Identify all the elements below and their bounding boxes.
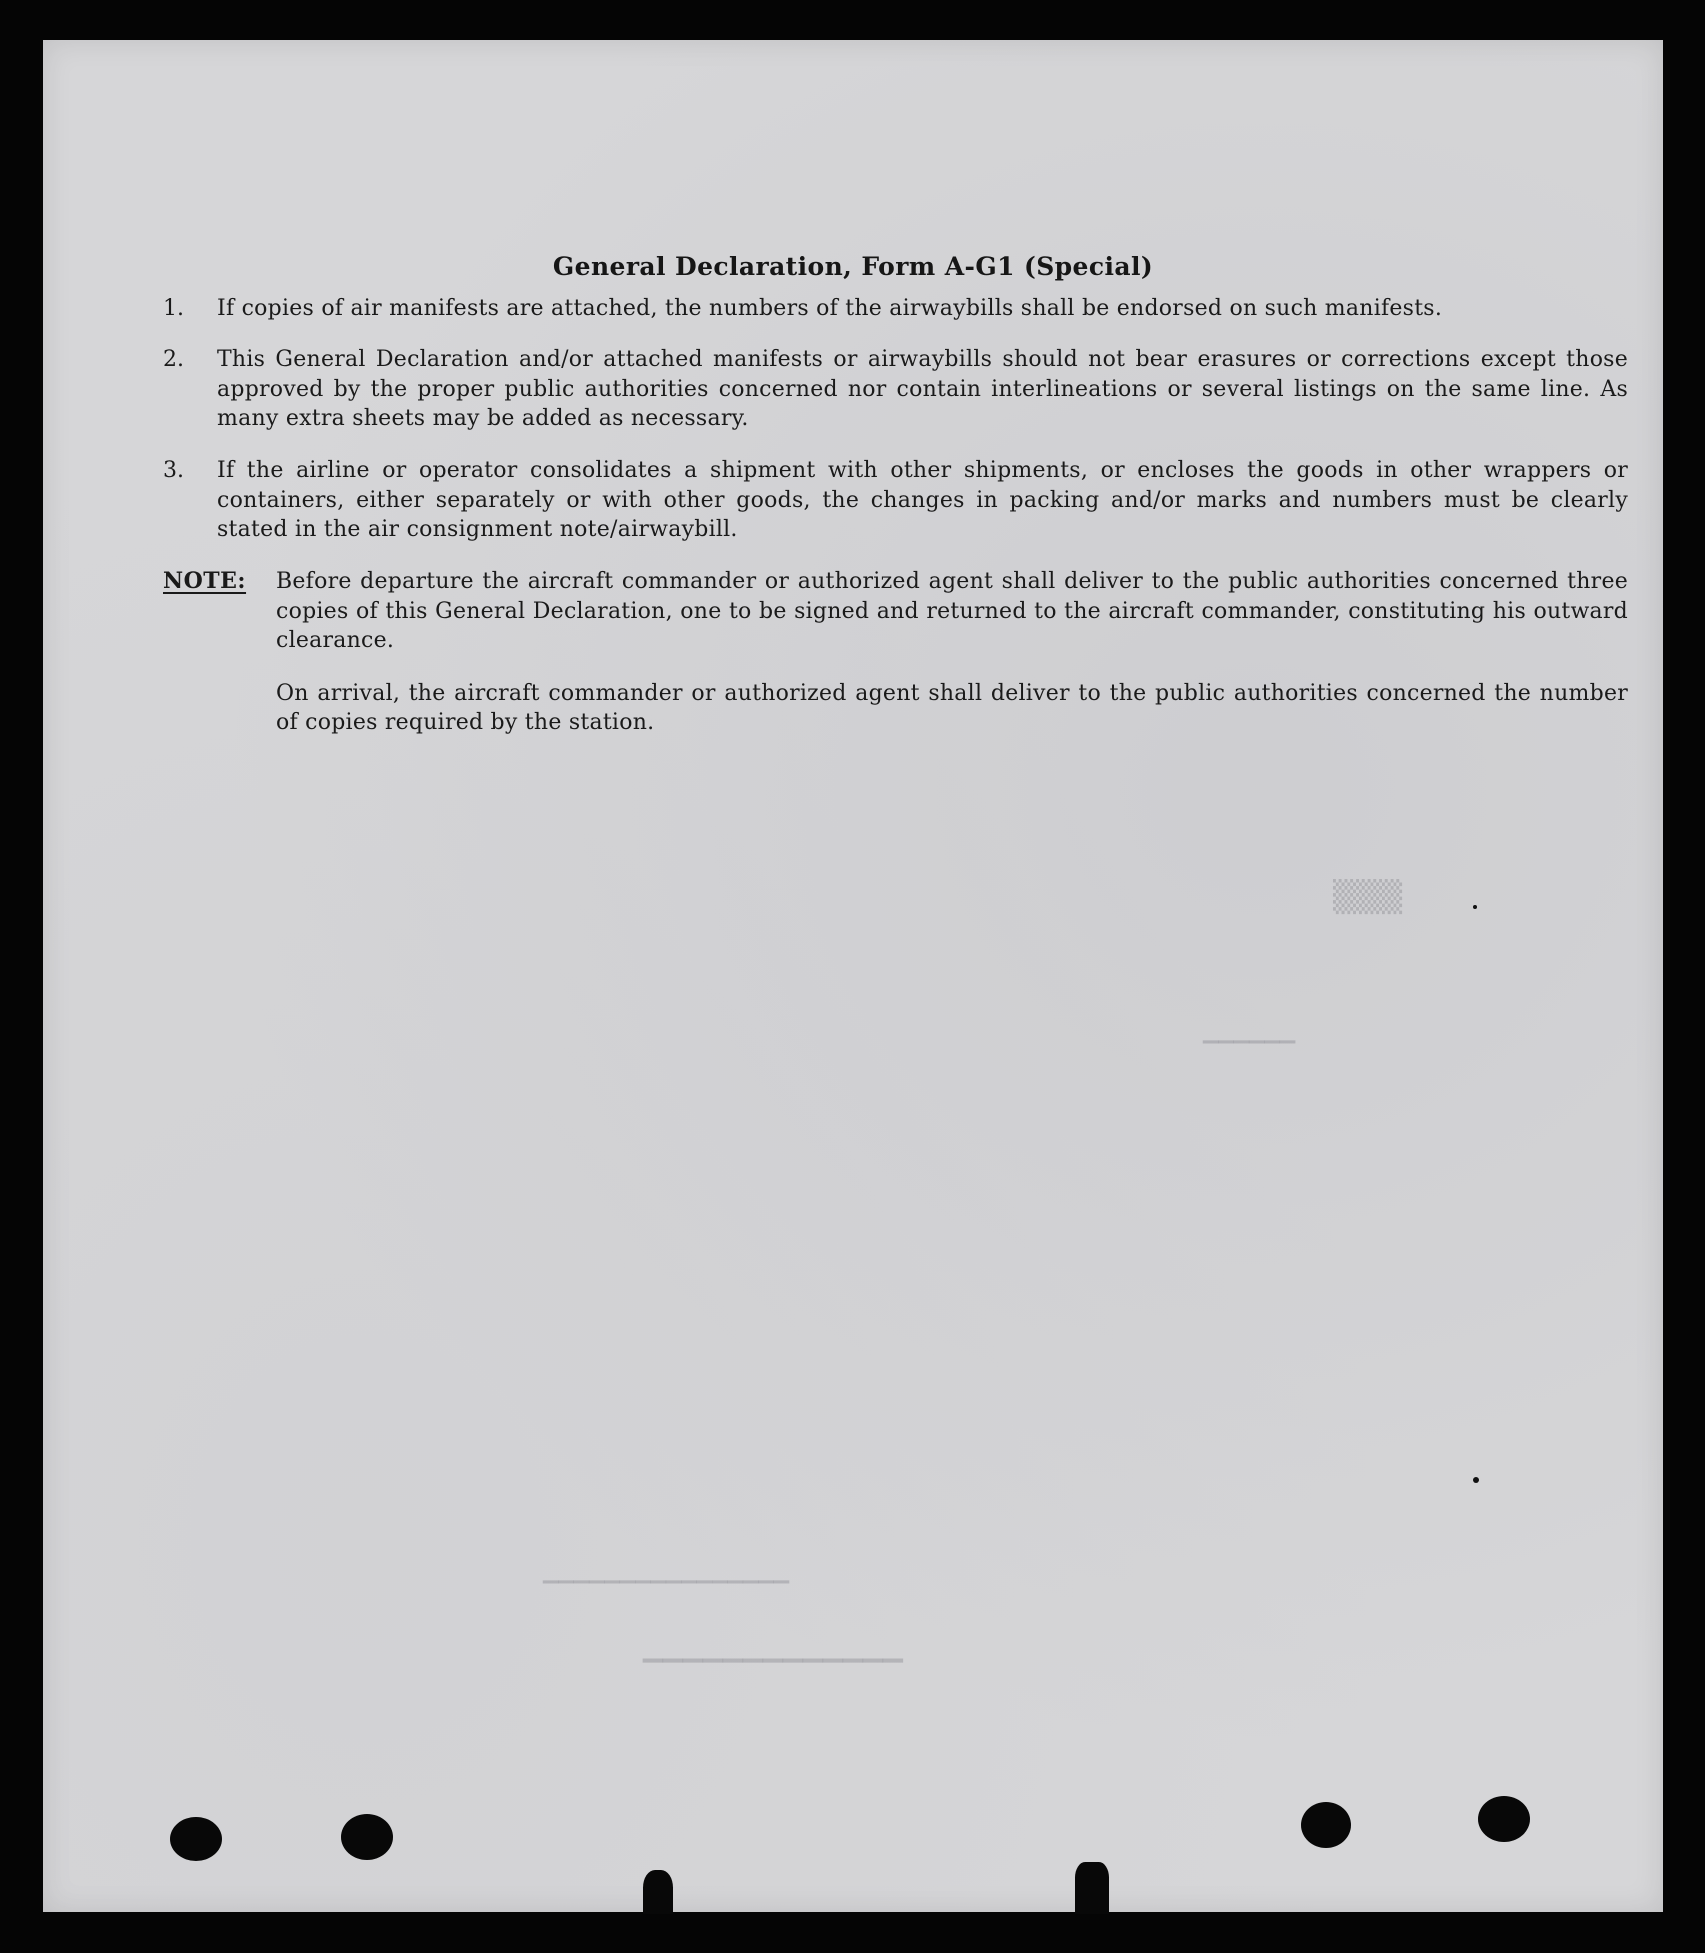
punch-hole: [170, 1817, 222, 1861]
speck: [1473, 905, 1477, 909]
item-number: 2.: [163, 347, 184, 372]
note-paragraph: On arrival, the aircraft commander or authorized agent shall deliver to the public authorities concerned the number of copies required by the station.: [276, 680, 1628, 735]
instruction-item: [163, 294, 1628, 324]
item-number: 3.: [163, 458, 184, 483]
note-block: [163, 567, 1628, 738]
item-text: If the airline or operator consolidates a shipment with other shipments, or encloses the goods in other wrappers or containers, either separately or with other goods, the changes in packing and/or marks and numbers must be clearly stated in the air consignment note/airwaybill.: [217, 458, 1628, 542]
speck: [1473, 1477, 1479, 1483]
instruction-item: [163, 456, 1628, 545]
binding-mark: [1075, 1862, 1109, 1914]
document-sheet: [43, 40, 1663, 1912]
item-text: If copies of air manifests are attached, the numbers of the airwaybills shall be endorsed on such manifests.: [217, 296, 1443, 321]
punch-hole: [1301, 1802, 1351, 1848]
binding-mark: [643, 1870, 673, 1914]
bleed-through-mark: ▔▔▔▔▔▔▔▔▔▔▔▔▔▔▔▔: [543, 1580, 790, 1604]
note-label: NOTE:: [163, 568, 247, 594]
page-title: General Declaration, Form A-G1 (Special): [552, 252, 1154, 281]
bleed-through-mark: ▔▔▔▔▔▔▔▔▔▔▔▔▔: [643, 1660, 903, 1690]
bleed-through-mark: ▔▔▔▔▔▔: [1203, 1040, 1296, 1064]
item-text: This General Declaration and/or attached manifests or airwaybills should not bear erasures or corrections except those approved by the proper public authorities concerned nor contain interlineations or several listings on the same line. As many extra sheets may be added as necessary.: [217, 347, 1628, 431]
punch-hole: [341, 1814, 393, 1860]
bleed-through-mark: ▒▒▒: [1333, 880, 1403, 915]
instruction-item: [163, 345, 1628, 434]
punch-hole: [1478, 1796, 1530, 1842]
note-paragraph: Before departure the aircraft commander or authorized agent shall deliver to the public authorities concerned three copies of this General Declaration, one to be signed and returned to the aircraft commander, constituting his outward clearance.: [276, 569, 1628, 653]
item-number: 1.: [163, 296, 184, 321]
